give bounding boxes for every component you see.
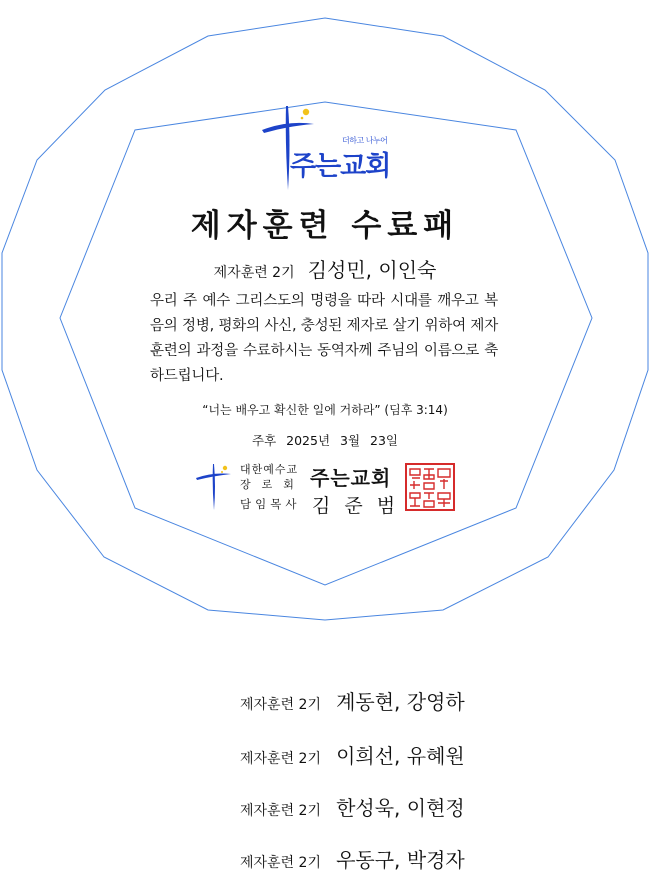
recipient-names: 계동현, 강영하 (336, 690, 465, 714)
church-logo (258, 102, 398, 194)
logo-church-name: 주는교회 (290, 151, 391, 182)
pastor-title: 담임목사 (240, 497, 301, 511)
cohort-label: 제자훈련 2기 (240, 697, 321, 713)
recipient-line (0, 254, 650, 283)
pastor-name: 김준범 (312, 495, 410, 517)
org-line-2: 장로회 (240, 478, 305, 491)
cohort-label: 제자훈련 2기 (240, 751, 321, 767)
body-text: 우리 주 예수 그리스도의 명령을 따라 시대를 깨우고 복음의 정병, 평화의 사신, 충성된 제자로 살기 위하여 제자 훈련의 과정을 수료하시는 동역자께 주님의 이름으로 축하드립니다. (150, 293, 498, 384)
recipient-names: 이희선, 유혜원 (336, 744, 465, 768)
org-line-1: 대한예수교 (240, 463, 299, 476)
logo-tagline: 더하고 나누어 (342, 136, 388, 145)
signature-church: 주는교회 (310, 466, 392, 490)
recipient-names: 우동구, 박경자 (336, 848, 465, 872)
cohort-label: 제자훈련 2기 (213, 265, 295, 281)
recipient-line (240, 792, 465, 822)
recipient-line (240, 844, 465, 874)
small-cross-icon (195, 462, 235, 512)
recipient-line (240, 740, 465, 770)
recipient-names: 한성욱, 이현정 (336, 796, 465, 820)
cohort-label: 제자훈련 2기 (240, 803, 321, 819)
recipient-names: 김성민, 이인숙 (307, 258, 437, 282)
award-date: 주후 2025년 3월 23일 (252, 433, 398, 448)
bible-verse: “너는 배우고 확신한 일에 거하라” (딤후 3:14) (202, 403, 448, 417)
recipient-line (240, 686, 465, 716)
official-seal-icon (405, 463, 455, 511)
plaque-title: 제자훈련 수료패 (190, 208, 460, 244)
cohort-label: 제자훈련 2기 (240, 855, 321, 871)
